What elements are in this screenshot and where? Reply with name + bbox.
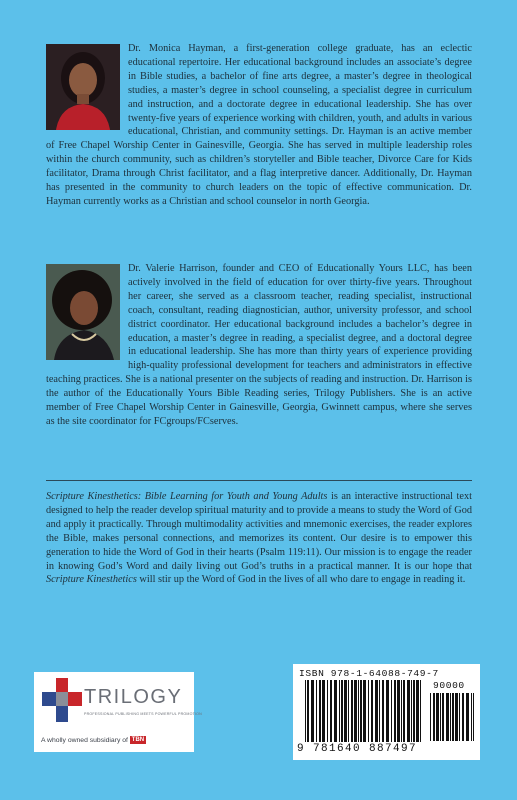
barcode-bar <box>360 680 362 742</box>
publisher-tagline: PROFESSIONAL PUBLISHING MEETS POWERFUL PROMOTION <box>84 712 202 716</box>
barcode-bar <box>375 680 378 742</box>
barcode-bar <box>382 680 384 742</box>
author-photo-hayman <box>46 44 120 130</box>
barcode-bar <box>397 680 400 742</box>
book-title-short: Scripture Kinesthetics <box>46 574 137 586</box>
barcode-bar <box>462 693 464 741</box>
barcode-bar <box>341 680 343 742</box>
barcode-bar <box>411 680 412 742</box>
isbn-barcode <box>293 664 480 760</box>
barcode-bar <box>371 680 373 742</box>
barcode-bar <box>450 693 451 741</box>
book-description <box>46 490 472 587</box>
barcode-bar <box>433 693 435 741</box>
barcode-bar <box>446 693 449 741</box>
barcode-bar <box>363 680 366 742</box>
barcode-bar <box>403 680 405 742</box>
barcode-bar <box>466 693 469 741</box>
publisher-subsidiary <box>41 736 146 744</box>
barcode-bar <box>401 680 402 742</box>
publisher-logo <box>34 672 202 752</box>
description-text: is an interactive instructional text designed to help the reader develop spiritual maturity and to provide a means to study the Word of God and apply it practically. Through multimodality activities and mnemonic exercises, the reader explores the Bible, makes personal connections, and memorizes its content. Our desire is to empower this generation to hide the Word of God in their hearts (Psalm 119:11). Our mission is to engage the reader in knowing God’s Word and daily living out God’s truths in a practical manner. It is our hope that <box>46 491 473 572</box>
barcode-bar <box>420 680 421 742</box>
portrait-woman-curly-hair-icon <box>46 264 120 360</box>
barcode-bar <box>354 680 357 742</box>
barcode-bar <box>473 693 474 741</box>
barcode-bar <box>330 680 332 742</box>
barcode-bar <box>440 693 441 741</box>
barcode-bar <box>358 680 359 742</box>
price-barcode-bars <box>430 693 474 741</box>
ean-digits: 9 781640 887497 <box>297 743 418 755</box>
barcode-bar <box>379 680 380 742</box>
ean-barcode-bars <box>305 680 423 742</box>
barcode-bar <box>386 680 389 742</box>
barcode-bar <box>455 693 458 741</box>
portrait-woman-red-top-icon <box>46 44 120 130</box>
barcode-bar <box>459 693 460 741</box>
book-title: Scripture Kinesthetics: Bible Learning for Youth and Young Adults <box>46 491 328 502</box>
barcode-bar <box>413 680 415 742</box>
price-code: 90000 <box>433 680 465 691</box>
barcode-bar <box>416 680 419 742</box>
barcode-bar <box>305 680 306 742</box>
description-text-end: will stir up the Word of God in the lives of all who dare to engage in reading it. <box>136 574 466 586</box>
barcode-bar <box>334 680 337 742</box>
barcode-bar <box>348 680 349 742</box>
barcode-bar <box>471 693 472 741</box>
barcode-bar <box>452 693 454 741</box>
barcode-bar <box>316 680 317 742</box>
publisher-name: TRILOGY <box>84 686 183 708</box>
barcode-bar <box>442 693 444 741</box>
author-photo-harrison <box>46 264 120 360</box>
barcode-bar <box>351 680 353 742</box>
author-bio-text: Dr. Monica Hayman, a first-generation college graduate, has an eclectic educational repertoire. Her educational background includes an associate’s degree in Bible studies, a bachelor of fine arts degree, a master’s degree in theological studies, a master’s degree in school counseling, a specialist degree in curriculum and instruction, and a doctorate degree in educational leadership. She has over twenty-five years of experience working with children, youth, and adults in various educational, Christian, and community settings. Dr. Hayman is an active member of Free Chapel Worship Center in Gainesville, Georgia. She has served in multiple leadership roles within the church community, such as children’s storyteller and Bible teacher, Divorce Care for Kids facilitator, Drama through Christ facilitator, and a flag interpretive dancer. Additionally, Dr. Hayman has presented in the community to church leaders on the topic of effective communication. Dr. Hayman currently works as a Christian and school counselor in north Georgia. <box>46 43 472 207</box>
barcode-bar <box>344 680 347 742</box>
author-bio-text: Dr. Valerie Harrison, founder and CEO of Educationally Yours LLC, has been actively involved in the field of education for over thirty-five years. Throughout her career, she served as a classroom teacher, reading specialist, instructional coach, consultant, reading diagnostician, author, university professor, and school district coordinator. Her educational background includes a bachelor’s degree in education, a master’s degree in reading, a specialist degree, and a doctoral degree in educational leadership. She has more than thirty years of experience providing high-quality professional development for teachers and administrators in effective teaching practices. She is a national presenter on the subjects of reading and instruction. Dr. Harrison is the author of the Educationally Yours Bible Reading series, Trilogy Publishers. She is an active member of Free Chapel Worship Center in Gainesville, Georgia, Gwinnett campus, where she serves as the site coordinator for FCgroups/FCserves. <box>46 263 472 427</box>
barcode-bar <box>391 680 392 742</box>
barcode-bar <box>368 680 369 742</box>
barcode-bar <box>327 680 328 742</box>
tbn-logo: TBN <box>131 737 145 743</box>
section-divider <box>46 480 472 481</box>
author-bio-hayman <box>46 42 472 209</box>
barcode-bar <box>407 680 410 742</box>
barcode-bar <box>430 693 431 741</box>
trilogy-cross-logo-icon <box>42 678 82 722</box>
barcode-bar <box>311 680 314 742</box>
barcode-bar <box>436 693 439 741</box>
barcode-bar <box>322 680 325 742</box>
barcode-bar <box>319 680 321 742</box>
barcode-bar <box>307 680 309 742</box>
subsidiary-prefix: A wholly owned subsidiary of <box>41 736 128 744</box>
author-bio-harrison <box>46 262 472 429</box>
barcode-bar <box>394 680 396 742</box>
isbn-label: ISBN 978-1-64088-749-7 <box>299 668 439 679</box>
barcode-bar <box>339 680 340 742</box>
